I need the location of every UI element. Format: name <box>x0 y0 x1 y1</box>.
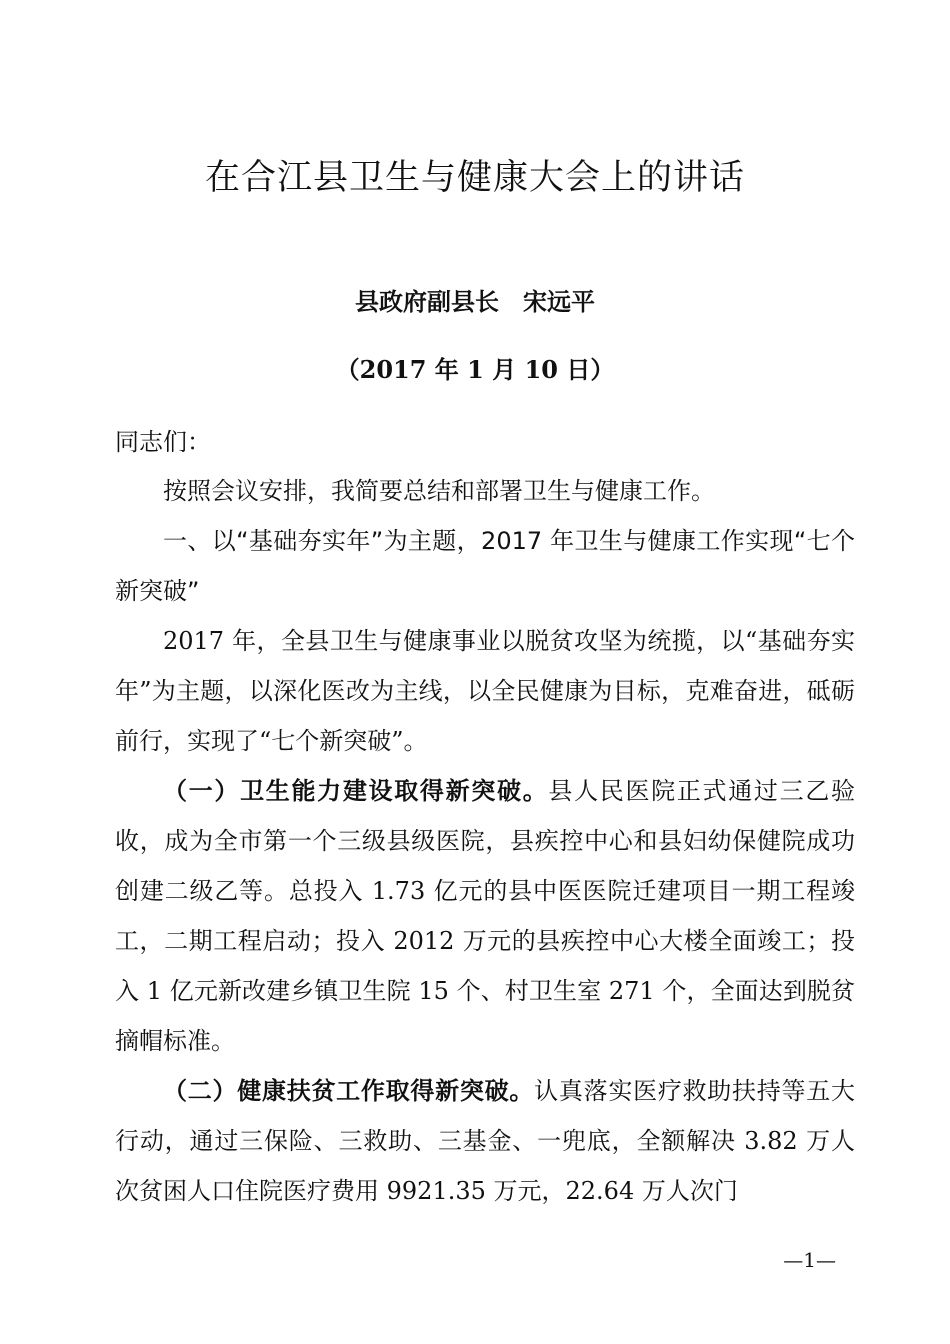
author-line <box>0 282 950 317</box>
item-2-text: 认真落实医疗救助扶持等五大行动，通过三保险、三救助、三基金、一兜底，全额解决 3.82 万人次贫困人口住院医疗费用 9921.35 万元，22.64 万人次门 <box>115 1077 856 1205</box>
page-number: —1— <box>783 1248 836 1272</box>
item-2-lead: （二）健康扶贫工作取得新突破。 <box>163 1077 535 1105</box>
author-role: 县政府副县长 <box>355 288 499 316</box>
paragraph-summary: 2017 年，全县卫生与健康事业以脱贫攻坚为统揽，以“基础夯实年”为主题，以深化医改为主线，以全民健康为目标，克难奋进，砥砺前行，实现了“七个新突破”。 <box>115 627 855 755</box>
speech-date: （2017 年 1 月 10 日） <box>335 355 615 384</box>
section-heading-1: 一、以“基础夯实年”为主题，2017 年卫生与健康工作实现“七个新突破” <box>115 527 855 605</box>
body-content <box>115 466 855 1216</box>
item-1-text: 县人民医院正式通过三乙验收，成为全市第一个三级县级医院，县疾控中心和县妇幼保健院成功创建二级乙等。总投入 1.73 亿元的县中医医院迁建项目一期工程竣工，二期工程启动；投入 2012 万元的县疾控中心大楼全面竣工；投入 1 亿元新改建乡镇卫生院 15 个、村卫生室 271 个，全面达到脱贫摘帽标准。 <box>115 777 856 1055</box>
paragraph-item-1 <box>115 766 855 1066</box>
page-title: 在合江县卫生与健康大会上的讲话 <box>204 158 745 198</box>
paragraph-intro: 按照会议安排，我简要总结和部署卫生与健康工作。 <box>163 477 715 505</box>
item-1-lead: （一）卫生能力建设取得新突破。 <box>163 777 549 805</box>
author-name: 宋远平 <box>523 288 595 316</box>
salutation: 同志们： <box>115 428 211 456</box>
paragraph-item-2 <box>115 1066 855 1216</box>
